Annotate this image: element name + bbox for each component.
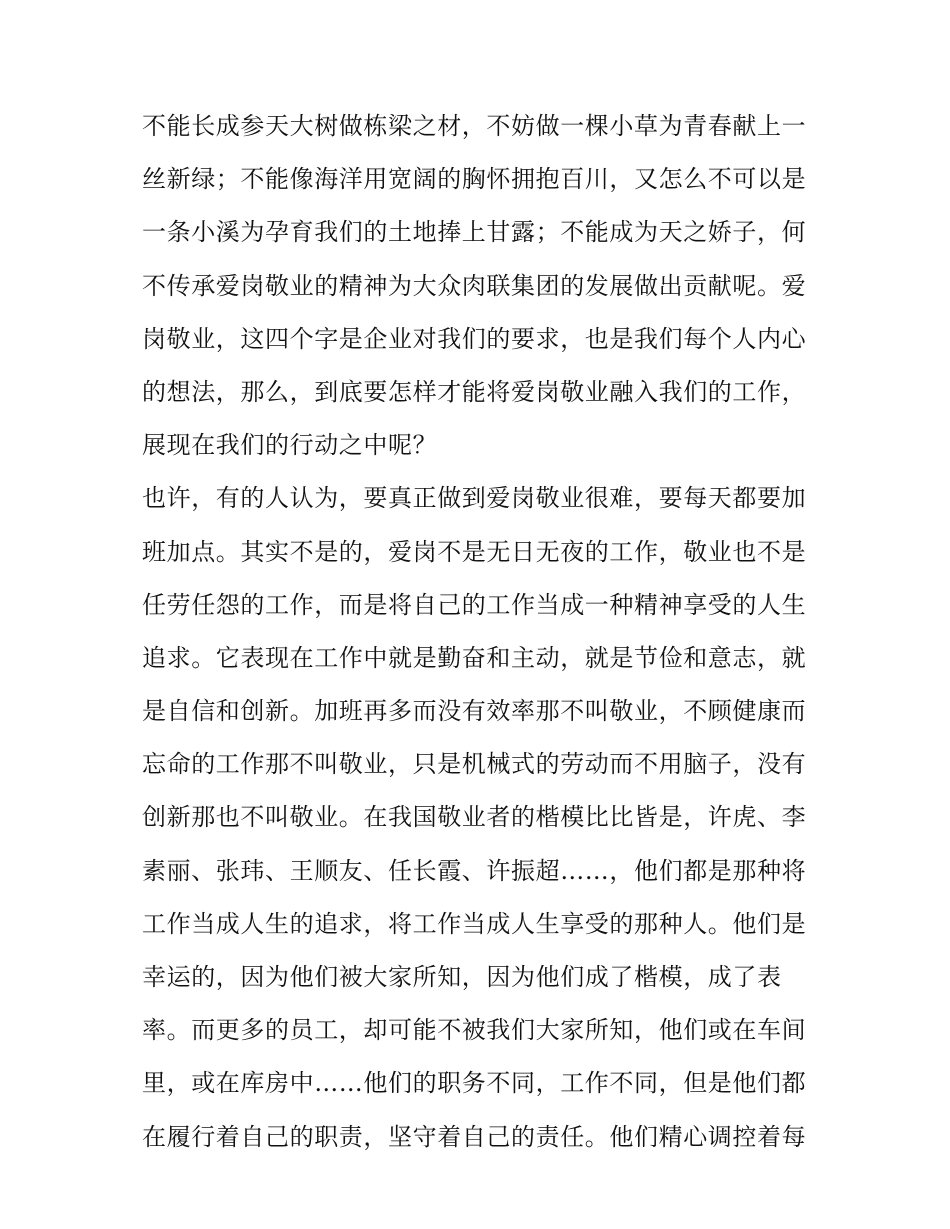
- text-line: 一条小溪为孕育我们的土地捧上甘露；不能成为天之娇子，何: [142, 218, 807, 247]
- text-line: 是自信和创新。加班再多而没有效率那不叫敬业，不顾健康而: [142, 697, 807, 726]
- text-line: 班加点。其实不是的，爱岗不是无日无夜的工作，敬业也不是: [142, 537, 807, 566]
- text-line: 忘命的工作那不叫敬业，只是机械式的劳动而不用脑子，没有: [142, 750, 807, 779]
- text-line: 的想法，那么，到底要怎样才能将爱岗敬业融入我们的工作，: [142, 377, 807, 406]
- text-line: 在履行着自己的职责，坚守着自己的责任。他们精心调控着每: [142, 1122, 807, 1151]
- text-line: 率。而更多的员工，却可能不被我们大家所知，他们或在车间: [142, 1016, 807, 1045]
- text-line: 也许，有的人认为，要真正做到爱岗敬业很难，要每天都要加: [142, 484, 807, 513]
- text-line: 岗敬业，这四个字是企业对我们的要求，也是我们每个人内心: [142, 324, 807, 353]
- text-line: 丝新绿；不能像海洋用宽阔的胸怀拥抱百川，又怎么不可以是: [142, 165, 807, 194]
- text-line: 创新那也不叫敬业。在我国敬业者的楷模比比皆是，许虎、李: [142, 803, 807, 832]
- text-line: 任劳任怨的工作，而是将自己的工作当成一种精神享受的人生: [142, 590, 807, 619]
- text-line: 不能长成参天大树做栋梁之材，不妨做一棵小草为青春献上一: [142, 112, 807, 140]
- text-line: 幸运的，因为他们被大家所知，因为他们成了楷模，成了表: [142, 963, 782, 991]
- text-line: 追求。它表现在工作中就是勤奋和主动，就是节俭和意志，就: [142, 643, 807, 672]
- text-line: 里，或在库房中……他们的职务不同，工作不同，但是他们都: [142, 1069, 807, 1098]
- text-line: 不传承爱岗敬业的精神为大众肉联集团的发展做出贡献呢。爱: [142, 271, 807, 300]
- document-body: [142, 100, 822, 1164]
- text-line: 工作当成人生的追求，将工作当成人生享受的那种人。他们是: [142, 909, 807, 938]
- text-line: 素丽、张玮、王顺友、任长霞、许振超……，他们都是那种将: [142, 856, 807, 885]
- text-line: 展现在我们的行动之中呢？: [142, 431, 438, 460]
